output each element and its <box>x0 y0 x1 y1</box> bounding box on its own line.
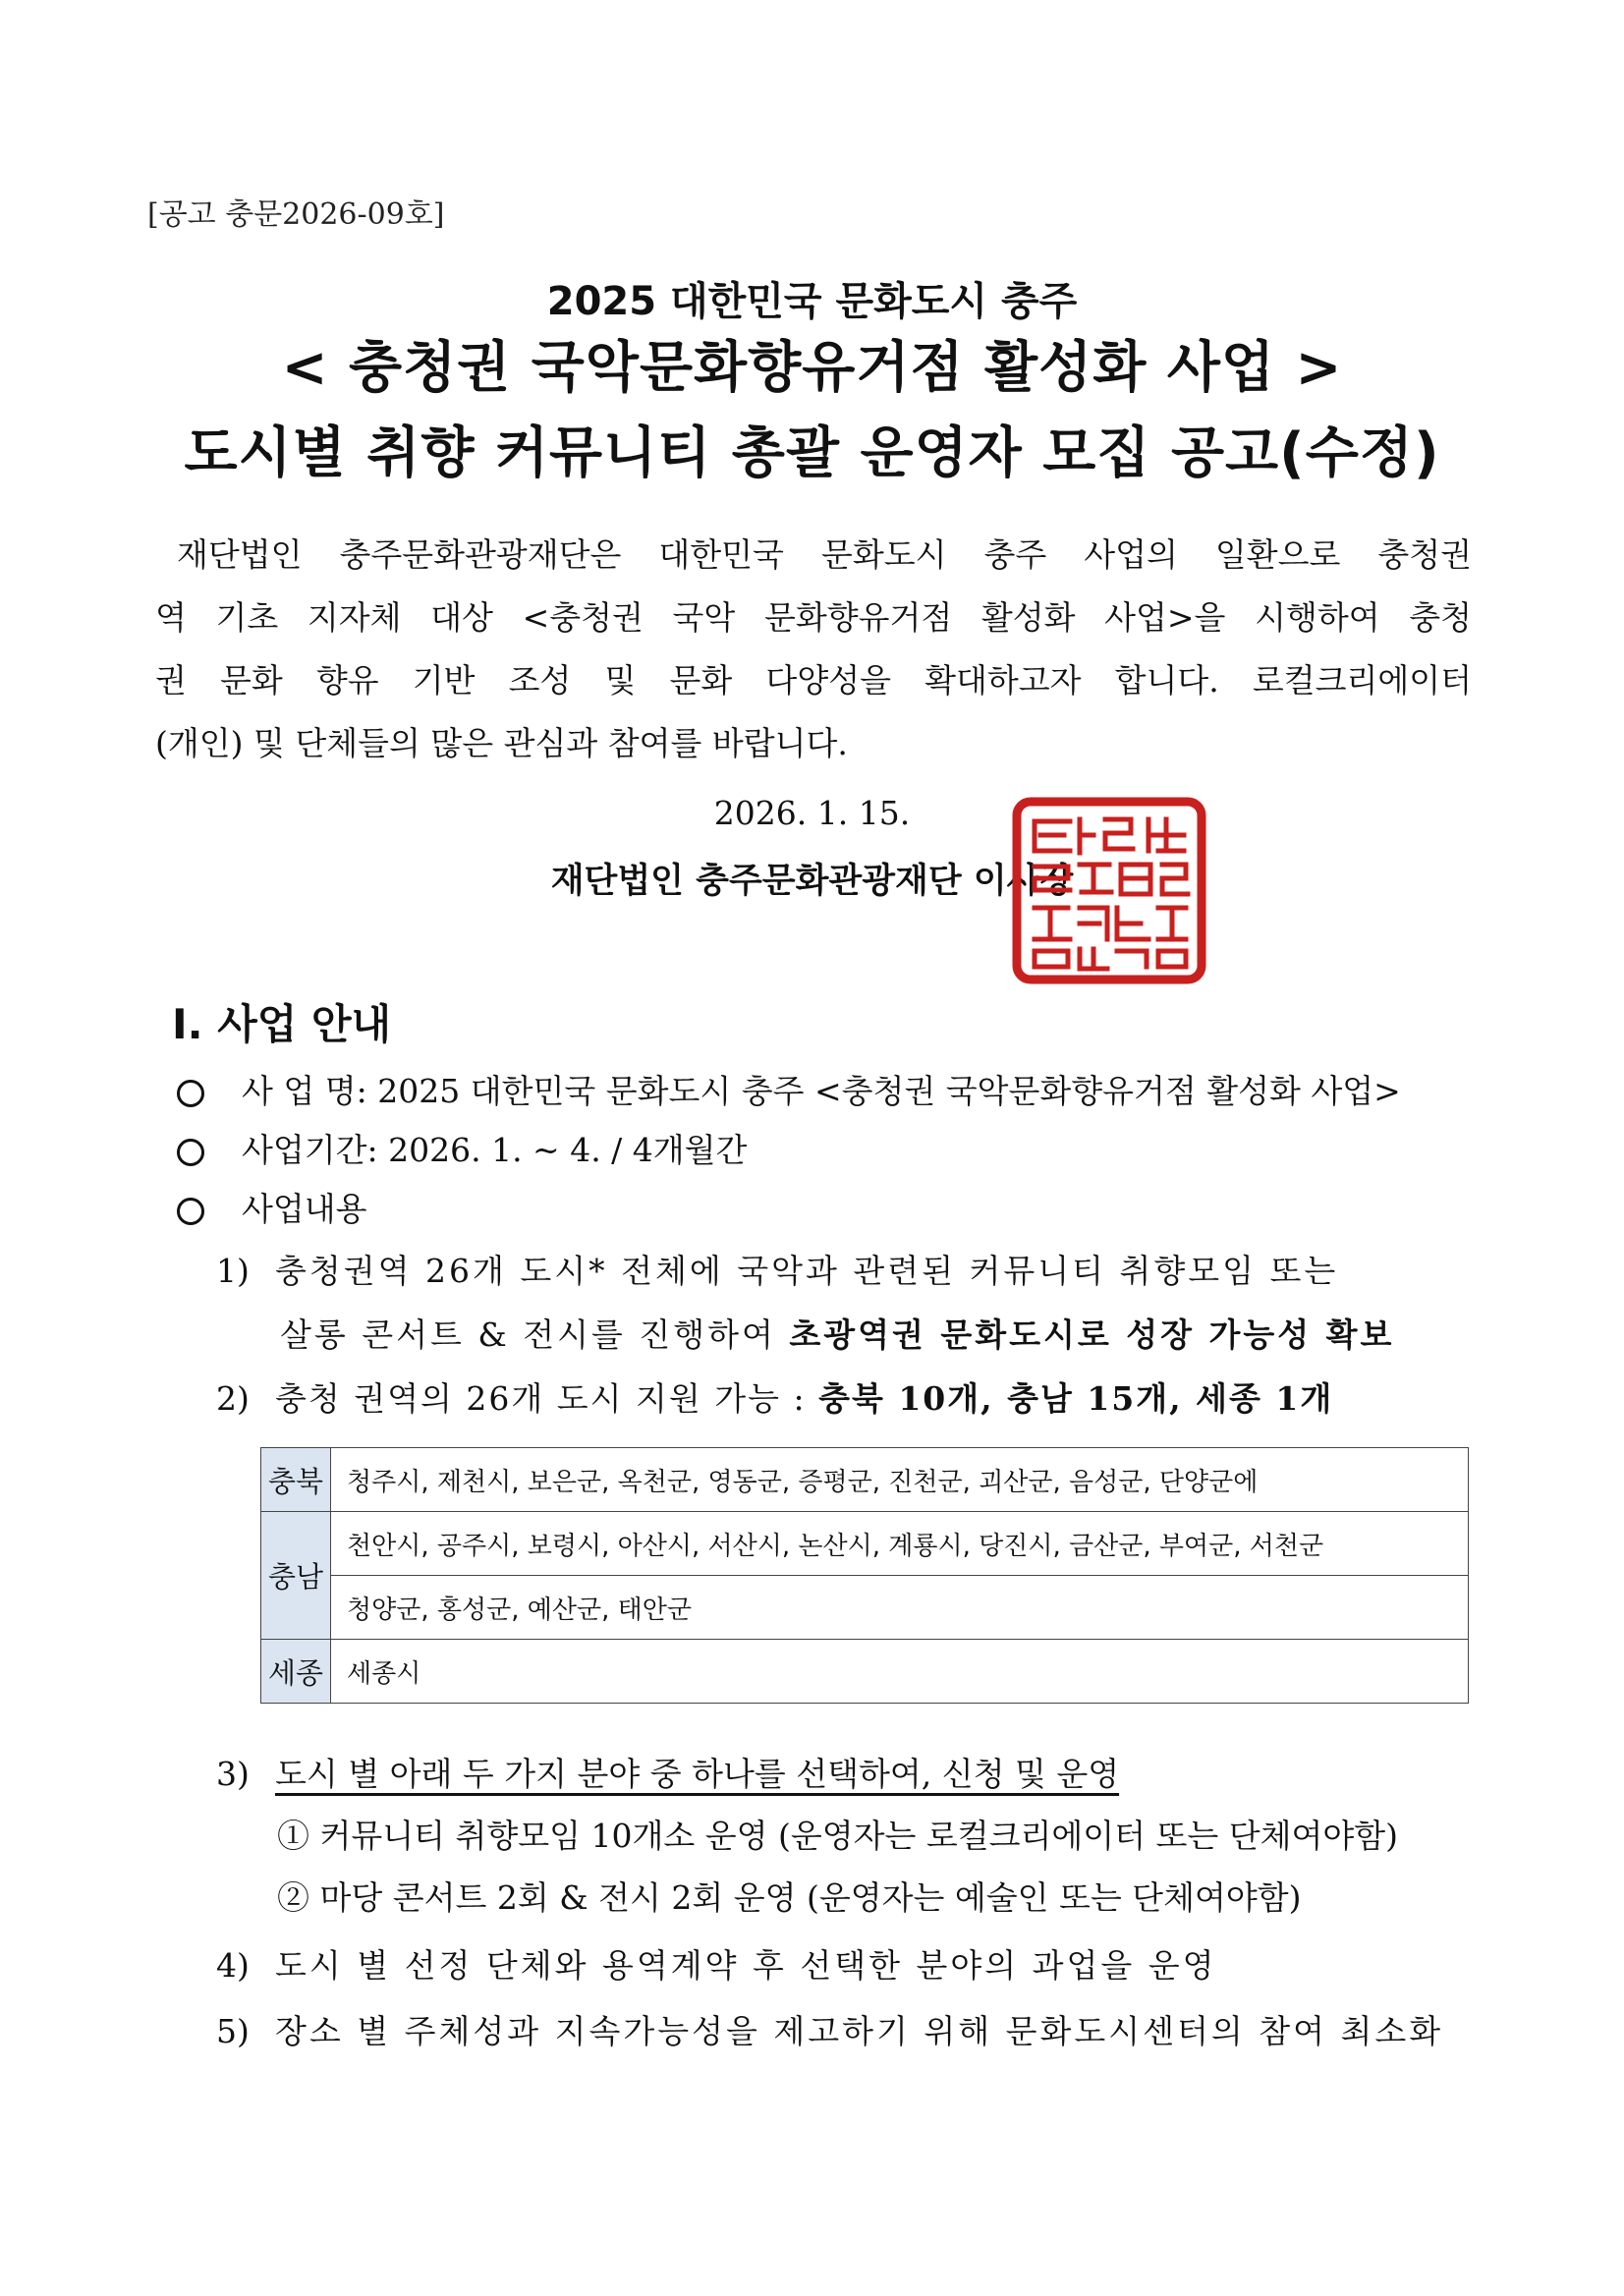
item-text: 충청 권역의 26개 도시 지원 가능 : <box>275 1379 819 1418</box>
intro-line: 재단법인 충주문화관광재단은 대한민국 문화도시 충주 사업의 일환으로 충청권 <box>177 535 1472 574</box>
bullet-project-period <box>177 1125 747 1171</box>
region-cities-chungbuk: 청주시, 제천시, 보은군, 옥천군, 영동군, 증평군, 진천군, 괴산군, 음성군, 단양군에 <box>331 1448 1469 1512</box>
table-row <box>261 1640 1469 1704</box>
intro-line: 권 문화 향유 기반 조성 및 문화 다양성을 확대하고자 합니다. 로컬크리에이터 <box>155 661 1472 700</box>
circle-bullet-icon <box>177 1198 204 1225</box>
circle-bullet-icon <box>177 1139 204 1166</box>
item-text: 장소 별 주체성과 지속가능성을 제고하기 위해 문화도시센터의 참여 최소화 <box>275 2012 1444 2050</box>
announcement-date: 2026. 1. 15. <box>713 794 911 832</box>
item-text: 충청권역 26개 도시* 전체에 국악과 관련된 커뮤니티 취향모임 또는 <box>275 1252 1339 1290</box>
bullet-text: 사업기간: 2026. 1. ~ 4. / 4개월간 <box>242 1131 748 1169</box>
region-label-chungbuk: 충북 <box>261 1448 331 1512</box>
item-number: 4) <box>216 1946 250 1985</box>
official-seal-icon <box>1011 796 1207 985</box>
content-item-4 <box>216 1940 1216 1987</box>
item-text: 도시 별 아래 두 가지 분야 중 하나를 선택하여, 신청 및 운영 <box>275 1755 1120 1793</box>
intro-paragraph <box>155 524 1472 775</box>
document-title-line1: < 충청권 국악문화향유거점 활성화 사업 > <box>281 336 1343 400</box>
content-item-1 <box>216 1246 1338 1292</box>
region-label-chungnam: 충남 <box>261 1512 331 1640</box>
bullet-project-name <box>177 1066 1401 1112</box>
issuer-name: 재단법인 충주문화관광재단 이사장 <box>550 861 1074 901</box>
content-item-3-option-1: ① 커뮤니티 취향모임 10개소 운영 (운영자는 로컬크리에이터 또는 단체여야함) <box>277 1817 1398 1855</box>
notice-number: [공고 충문2026-09호] <box>147 197 445 232</box>
item-text: 도시 별 선정 단체와 용역계약 후 선택한 분야의 과업을 운영 <box>275 1946 1217 1985</box>
table-row <box>261 1576 1469 1640</box>
region-label-sejong: 세종 <box>261 1640 331 1704</box>
bullet-text: 사 업 명: 2025 대한민국 문화도시 충주 <충청권 국악문화향유거점 활성화 사업> <box>242 1072 1401 1110</box>
region-table <box>260 1447 1469 1704</box>
table-row <box>261 1448 1469 1512</box>
content-item-3 <box>216 1749 1119 1795</box>
intro-line: 역 기초 지자체 대상 <충청권 국악 문화향유거점 활성화 사업>을 시행하여 충청 <box>155 598 1472 637</box>
item-number: 3) <box>216 1755 250 1793</box>
region-cities-chungnam-1: 천안시, 공주시, 보령시, 아산시, 서산시, 논산시, 계룡시, 당진시, 금산군, 부여군, 서천군 <box>331 1512 1469 1576</box>
circle-bullet-icon <box>177 1080 204 1107</box>
content-item-1-continued <box>280 1310 1394 1356</box>
item-number: 5) <box>216 2012 250 2050</box>
region-cities-chungnam-2: 청양군, 홍성군, 예산군, 태안군 <box>331 1576 1469 1640</box>
section-heading: Ⅰ. 사업 안내 <box>172 1000 392 1048</box>
item-text: 살롱 콘서트 & 전시를 진행하여 <box>280 1316 790 1354</box>
intro-line: (개인) 및 단체들의 많은 관심과 참여를 바랍니다. <box>155 724 848 762</box>
bullet-project-content <box>177 1184 367 1230</box>
bullet-text: 사업내용 <box>242 1190 367 1228</box>
item-number: 2) <box>216 1379 250 1418</box>
document-subtitle: 2025 대한민국 문화도시 충주 <box>546 279 1078 324</box>
table-row <box>261 1512 1469 1576</box>
content-item-2 <box>216 1373 1333 1420</box>
content-item-5 <box>216 2006 1443 2052</box>
document-title-line2: 도시별 취향 커뮤니티 총괄 운영자 모집 공고(수정) <box>184 421 1440 485</box>
region-cities-sejong: 세종시 <box>331 1640 1469 1704</box>
item-emphasis: 초광역권 문화도시로 성장 가능성 확보 <box>789 1316 1395 1354</box>
content-item-3-option-2: ② 마당 콘서트 2회 & 전시 2회 운영 (운영자는 예술인 또는 단체여야함) <box>277 1878 1302 1917</box>
item-number: 1) <box>216 1252 250 1290</box>
item-emphasis: 충북 10개, 충남 15개, 세종 1개 <box>818 1379 1334 1418</box>
